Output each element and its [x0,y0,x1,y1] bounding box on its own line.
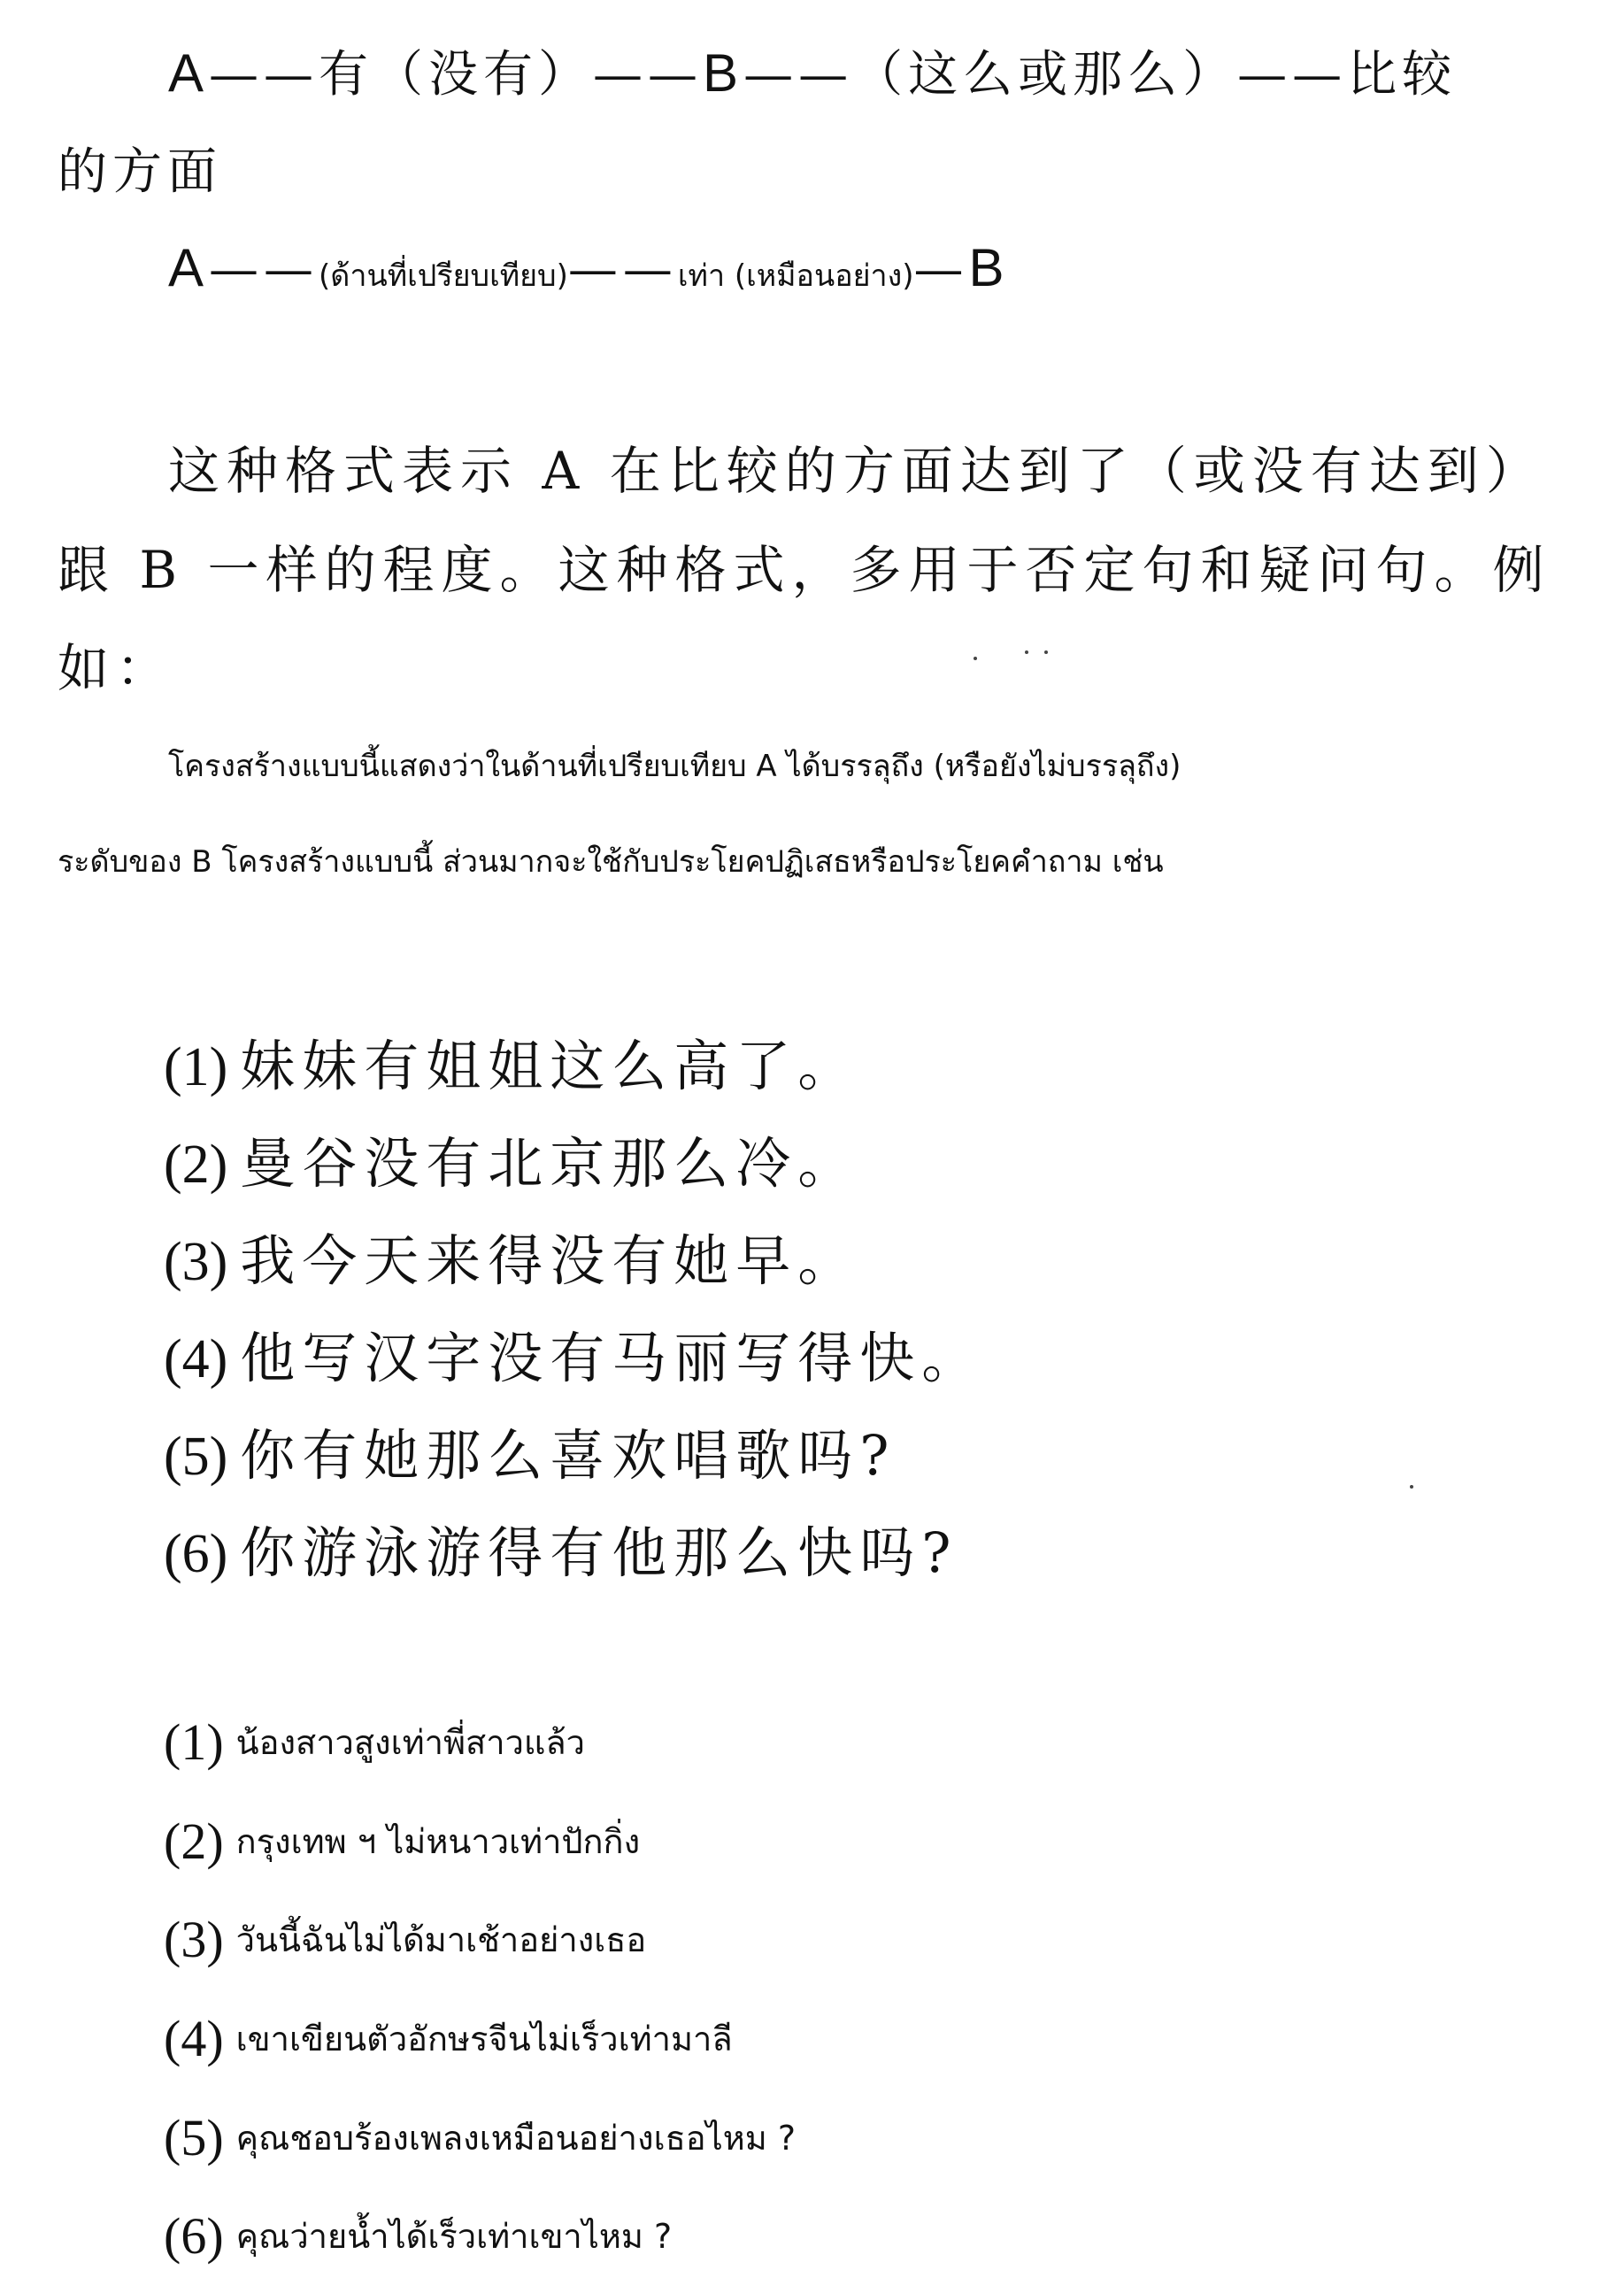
scan-speck [1044,650,1048,654]
example-th-1 [164,1712,585,1772]
example-text: กรุงเทพ ฯ ไม่หนาวเท่าปักกิ่ง [235,1822,641,1861]
example-number: (2) [164,1135,228,1195]
example-zh-5 [164,1412,897,1490]
example-text: 妹妹有姐姐这么高了。 [240,1034,860,1098]
pattern-line-2: 的方面 [58,143,222,201]
example-text: วันนี้ฉันไม่ได้มาเช้าอย่างเธอ [235,1920,647,1959]
example-text: 你游泳游得有他那么快吗? [240,1520,958,1585]
pattern-thai-equal: เท่า (เหมือนอย่าง) [677,258,914,294]
pattern-dash: —— [743,46,854,104]
example-text: 他写汉字没有马丽写得快。 [240,1326,984,1390]
example-zh-1 [164,1022,859,1101]
pattern-thai-aspect: (ด้านที่เปรียบเทียบ) [319,258,568,294]
pattern-a: A [168,43,210,103]
example-text: 我今天来得没有她早。 [240,1228,860,1293]
example-zh-6 [164,1509,958,1588]
pattern-zheme: （这么或那么） [853,46,1238,104]
pattern-dash: —— [1237,46,1348,104]
pattern-dash: —— [593,46,704,104]
scan-speck [974,657,977,660]
pattern-b: B [703,43,744,103]
pattern-line-3 [168,237,1010,299]
pattern-line-1 [168,35,1457,106]
example-th-4 [164,2009,733,2068]
example-zh-3 [164,1217,859,1296]
example-number: (1) [164,1037,228,1097]
example-number: (6) [164,2207,224,2265]
example-th-3 [164,1910,646,1969]
example-number: (5) [164,2109,224,2166]
scan-speck [1410,1485,1413,1489]
example-number: (2) [164,1812,224,1870]
pattern-dash: —— [209,46,319,104]
explanation-zh-line-3: 如： [58,638,175,698]
example-text: คุณว่ายน้ำได้เร็วเท่าเขาไหม ? [235,2217,673,2256]
example-number: (6) [164,1524,228,1584]
example-text: 你有她那么喜欢唱歌吗? [240,1423,897,1488]
example-th-5 [164,2108,796,2167]
pattern-you: 有（没有） [319,46,594,104]
pattern-bijiao: 比较 [1347,46,1458,104]
example-text: น้องสาวสูงเท่าพี่สาวแล้ว [235,1723,586,1762]
explanation-zh-line-1: 这种格式表示 A 在比较的方面达到了（或没有达到） [168,441,1544,501]
pattern-dash: — [913,241,969,298]
pattern-a: A [168,238,210,297]
example-th-2 [164,1812,640,1871]
example-text: คุณชอบร้องเพลงเหมือนอย่างเธอไหม ? [235,2119,797,2158]
example-number: (5) [164,1427,228,1487]
example-zh-4 [164,1314,983,1393]
pattern-dash: —— [567,241,678,298]
scan-speck [1025,650,1028,654]
explanation-th-line-1: โครงสร้างแบบนี้แสดงว่าในด้านที่เปรียบเทียบ A ได้บรรลุถึง (หรือยังไม่บรรลุถึง) [168,749,1181,784]
example-th-6 [164,2206,672,2266]
example-number: (4) [164,1329,228,1389]
example-zh-2 [164,1120,859,1198]
example-number: (4) [164,2010,224,2067]
pattern-b: B [968,238,1010,297]
explanation-th-line-2: ระดับของ B โครงสร้างแบบนี้ ส่วนมากจะใช้กับประโยคปฏิเสธหรือประโยคคำถาม เช่น [58,844,1164,880]
example-number: (3) [164,1911,224,1968]
example-text: เขาเขียนตัวอักษรจีนไม่เร็วเท่ามาลี [235,2020,733,2058]
example-text: 曼谷没有北京那么冷。 [240,1131,860,1196]
pattern-dash: —— [209,241,319,298]
example-number: (1) [164,1713,224,1771]
example-number: (3) [164,1232,228,1292]
explanation-zh-line-2: 跟 B 一样的程度。这种格式，多用于否定句和疑问句。例 [58,540,1551,600]
